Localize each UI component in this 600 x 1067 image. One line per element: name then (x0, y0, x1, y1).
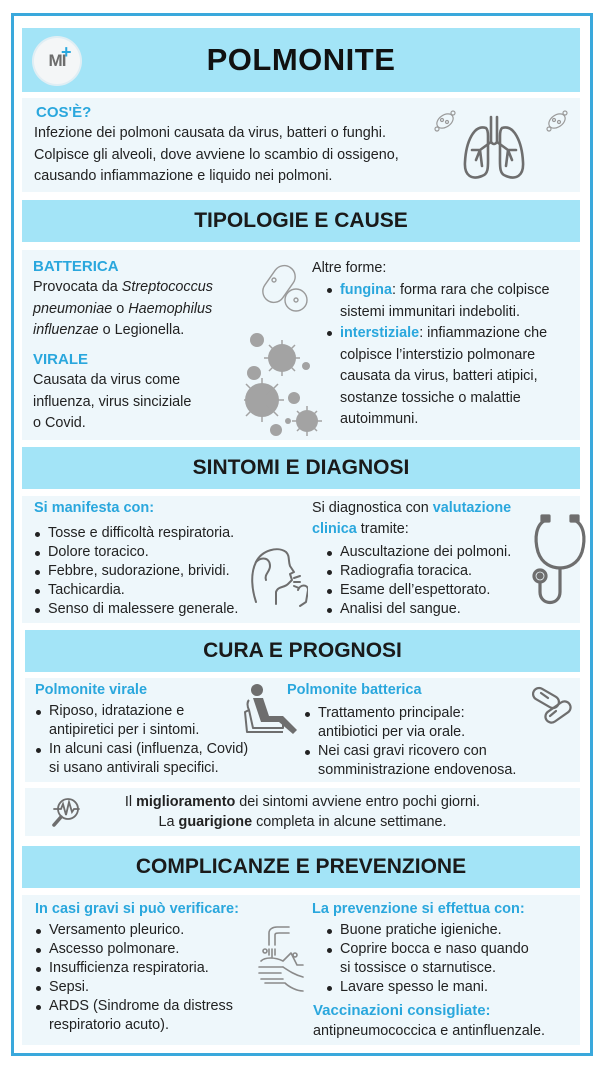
text-bold: guarigione (178, 814, 253, 830)
text: ARDS (Sindrome da distress (49, 998, 233, 1014)
sintomi-list (32, 524, 238, 619)
virus-icon (544, 108, 570, 134)
batterica-label: BATTERICA (33, 258, 119, 275)
list-item (33, 702, 248, 740)
sintomi-panel (22, 496, 580, 623)
text: In alcuni casi (influenza, Covid) (49, 741, 249, 757)
complicanze-label: In casi gravi si può verificare: (35, 901, 239, 917)
complicanze-band (22, 846, 580, 888)
lungs-icon (460, 114, 528, 184)
prevenzione-label: La prevenzione si effettua con: (312, 901, 525, 917)
term: fungina (340, 282, 392, 298)
tipologie-band (22, 200, 580, 242)
complicanze-panel (22, 895, 580, 1045)
text: causata da virus, batteri atipici, (340, 368, 538, 384)
list-item: Tosse e difficoltà respiratoria. (32, 524, 238, 543)
section-title: COMPLICANZE E PREVENZIONE (135, 855, 467, 878)
list-item: Radiografia toracica. (324, 562, 511, 581)
list-item: Auscultazione dei polmoni. (324, 543, 511, 562)
diagnosi-intro (312, 498, 511, 540)
virus-icon (432, 108, 458, 134)
batterica-treatment-label: Polmonite batterica (287, 682, 422, 698)
list-item (33, 740, 248, 778)
term: interstiziale (340, 325, 420, 341)
text-line: o Covid. (33, 415, 86, 431)
virale-treatment-list (33, 702, 248, 778)
cura-panel (25, 678, 580, 782)
text: Provocata da (33, 279, 122, 295)
text: dei sintomi avviene entro pochi giorni. (235, 794, 481, 810)
text-accent: valutazione (432, 500, 512, 516)
section-title: TIPOLOGIE E CAUSE (194, 209, 408, 232)
text: antipiretici per i sintomi. (49, 722, 200, 738)
text: autoimmuni. (340, 411, 419, 427)
text: si tossisce o starnutisce. (340, 960, 496, 976)
text: Nei casi gravi ricovero con (318, 743, 487, 759)
cura-band (25, 630, 580, 672)
list-item (324, 940, 529, 978)
text: Trattamento principale: (318, 705, 465, 721)
prevenzione-list (324, 921, 529, 997)
virale-treatment-label: Polmonite virale (35, 682, 148, 698)
list-item (302, 704, 516, 742)
list-item: Tachicardia. (32, 581, 238, 600)
list-item: Buone pratiche igieniche. (324, 921, 529, 940)
list-item (302, 742, 516, 780)
text-line: Causata da virus come (33, 372, 181, 388)
cose-line: Colpisce gli alveoli, dove avviene lo scambio di ossigeno, (34, 146, 399, 163)
virale-label: VIRALE (33, 351, 89, 368)
text-italic: Streptococcus (121, 279, 213, 295)
cose-label: COS'È? (36, 104, 92, 121)
logo (34, 38, 80, 84)
batterica-text (33, 277, 253, 342)
bacteria-virus-icon (244, 258, 324, 436)
text: respiratorio acuto). (49, 1017, 169, 1033)
tipologie-panel (22, 250, 580, 440)
text-italic: Haemophilus (128, 300, 213, 317)
text: antibiotici per via orale. (318, 724, 466, 740)
text: somministrazione endovenosa. (318, 762, 517, 778)
text: completa in alcune settimane. (252, 814, 447, 830)
list-item: Esame dell’espettorato. (324, 581, 511, 600)
list-item: Ascesso polmonare. (33, 940, 233, 959)
list-item: Versamento pleurico. (33, 921, 233, 940)
text: sostanze tossiche o malattie (340, 389, 521, 406)
virale-text (33, 370, 191, 435)
list-item (33, 997, 233, 1035)
vaccinazioni-label: Vaccinazioni consigliate: (313, 1002, 491, 1019)
stethoscope-icon (530, 514, 590, 614)
title-band (22, 28, 580, 92)
list-item: Dolore toracico. (32, 543, 238, 562)
vaccinazioni-text: antipneumococcica e antinfluenzale. (313, 1023, 545, 1039)
list-item: Febbre, sudorazione, brividi. (32, 562, 238, 581)
cose-text (34, 123, 399, 188)
text: o Legionella. (98, 322, 185, 338)
altre-list (324, 280, 574, 431)
text-accent: clinica (312, 521, 357, 537)
sintomi-band (22, 447, 580, 489)
text: : infiammazione che (419, 325, 548, 341)
list-item: Insufficienza respiratoria. (33, 959, 233, 978)
cose-line: causando infiammazione e liquido nei polmoni. (34, 168, 333, 184)
section-title: CURA E PROGNOSI (203, 639, 402, 662)
text: Coprire bocca e naso quando (340, 941, 529, 957)
complicanze-list (33, 921, 233, 1035)
text: La (158, 814, 179, 830)
cose-line: Infezione dei polmoni causata da virus, batteri o funghi. (34, 125, 386, 141)
text: Riposo, idratazione e (49, 703, 185, 719)
text: tramite: (356, 521, 409, 537)
sintomi-label: Si manifesta con: (34, 500, 155, 516)
cose-panel (22, 98, 580, 192)
logo-text: MI (48, 51, 66, 70)
list-item (324, 280, 574, 323)
batterica-treatment-list (302, 704, 516, 780)
text: Si diagnostica con (312, 500, 433, 516)
list-item: Lavare spesso le mani. (324, 978, 529, 997)
list-item: Analisi del sangue. (324, 600, 511, 619)
text-bold: miglioramento (136, 794, 236, 810)
text: : forma rara che colpisce (391, 282, 550, 298)
list-item: Senso di malessere generale. (32, 600, 238, 619)
list-item: Sepsi. (33, 978, 233, 997)
page-title: POLMONITE (206, 42, 396, 77)
text: Il (124, 794, 137, 810)
text: si usano antivirali specifici. (49, 760, 219, 776)
text: colpisce l’interstizio polmonare (340, 346, 536, 363)
text: o (112, 300, 129, 317)
pills-icon (530, 686, 574, 726)
coughing-person-icon (248, 544, 308, 608)
logo-plus-icon: + (61, 42, 72, 62)
list-item (324, 323, 574, 431)
text-line: influenza, virus sinciziale (33, 393, 192, 410)
text-italic: pneumoniae (33, 300, 113, 317)
section-title: SINTOMI E DIAGNOSI (192, 456, 410, 479)
text: sistemi immunitari indeboliti. (340, 303, 520, 320)
altre-intro: Altre forme: (312, 260, 387, 276)
text-italic: influenzae (33, 322, 99, 338)
prognosi-panel (25, 788, 580, 836)
diagnosi-list (324, 543, 511, 619)
handwashing-icon (255, 925, 305, 995)
prognosi-text (25, 792, 580, 832)
